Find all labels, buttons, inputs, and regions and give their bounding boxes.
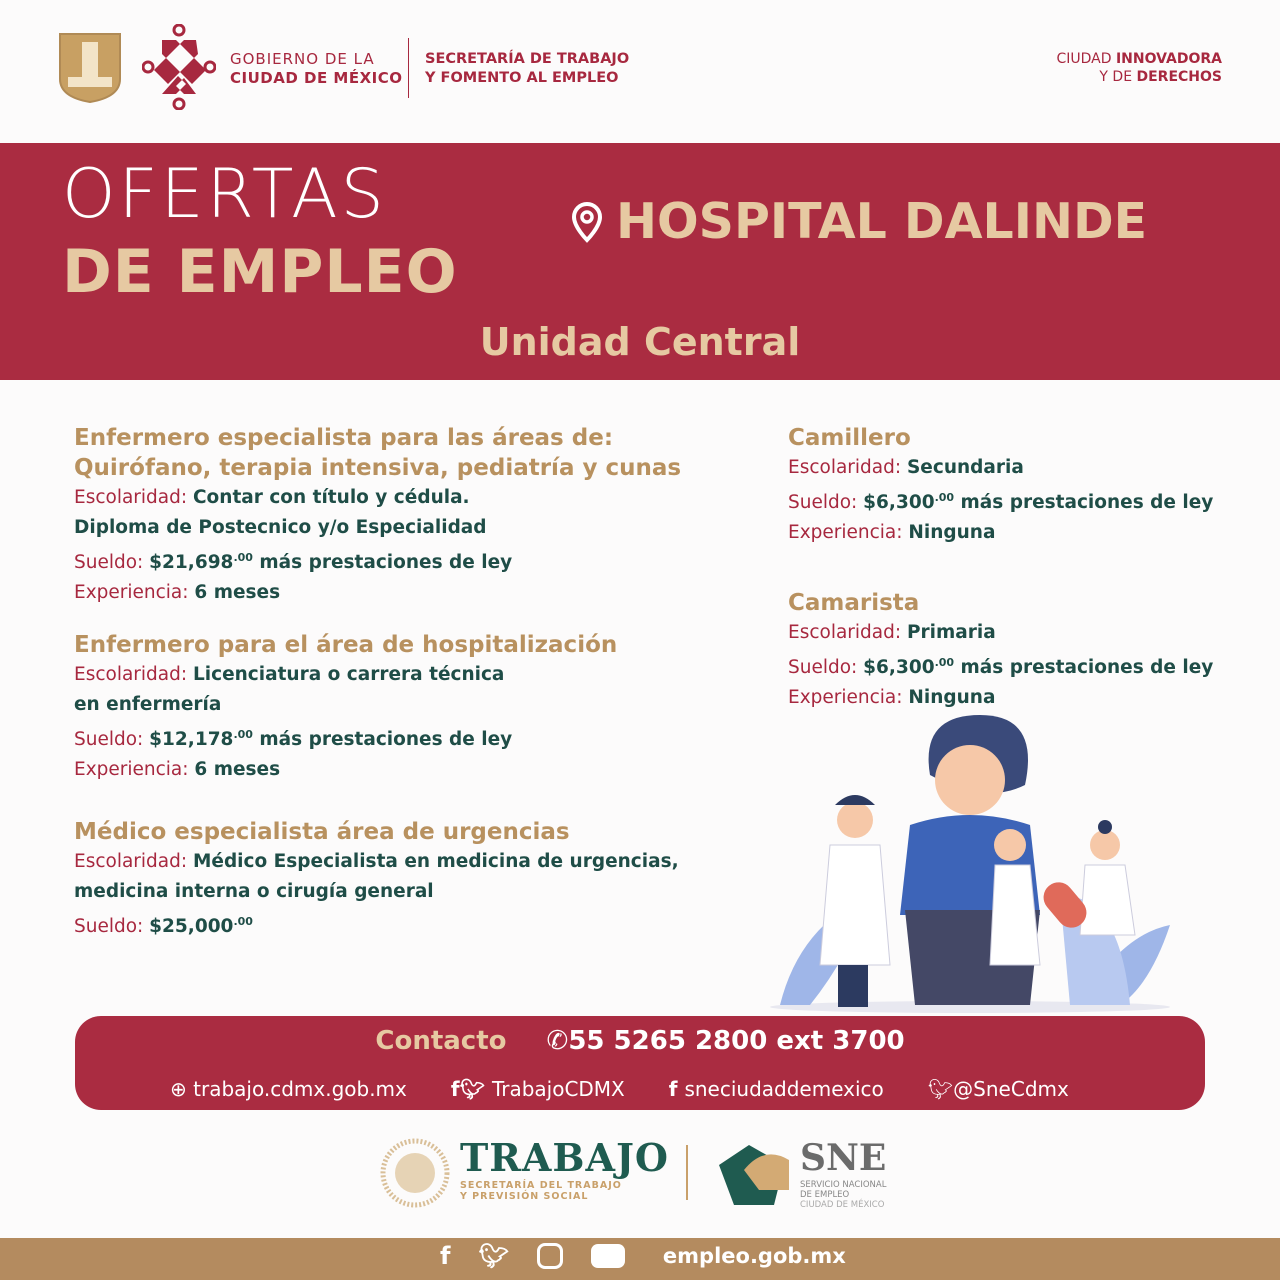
youtube-icon[interactable] <box>591 1244 625 1268</box>
gov-cdmx-text: GOBIERNO DE LA CIUDAD DE MÉXICO <box>230 50 403 87</box>
trabajo-logo: TRABAJO SECRETARÍA DEL TRABAJO Y PREVISIÓN SOCIAL <box>460 1135 670 1202</box>
phone-icon: ✆ <box>546 1026 569 1056</box>
sne-handshake-logo <box>714 1140 794 1210</box>
unit-name: Unidad Central <box>479 320 801 364</box>
facebook-twitter-icon: f🐦︎ <box>450 1077 492 1101</box>
sne-logo: SNE SERVICIO NACIONAL DE EMPLEO CIUDAD DE MÉXICO <box>800 1137 887 1210</box>
divider <box>408 38 409 98</box>
footer-url[interactable]: empleo.gob.mx <box>662 1244 846 1268</box>
cdmx-government-logo <box>142 24 216 110</box>
facebook-icon[interactable]: f <box>440 1242 451 1270</box>
job-enfermero-especialista: Enfermero especialista para las áreas de: Quirófano, terapia intensiva, pediatría y cunas Escolaridad: Contar con título y cédula. Diploma de Postecnico y/o Especialidad Sueldo: $\$21,698^{.00}$ más prestaciones de ley Experiencia: 6 meses <box>74 425 682 604</box>
phone-number[interactable]: 55 5265 2800 ext 3700 <box>568 1026 905 1056</box>
hospital-name: HOSPITAL DALINDE <box>570 193 1147 250</box>
contact-links <box>170 1077 1069 1101</box>
title-ofertas: OFERTAS <box>62 155 387 234</box>
social-link-trabajo[interactable]: f🐦︎ TrabajoCDMX <box>450 1077 625 1101</box>
job-camillero: Camillero Escolaridad: Secundaria Sueldo: $\$6,300^{.00}$ más prestaciones de ley Experiencia: Ninguna <box>788 425 1214 544</box>
facebook-icon: f <box>668 1077 685 1101</box>
globe-icon: ⊕ <box>170 1077 194 1101</box>
job-medico-especialista: Médico especialista área de urgencias Escolaridad: Médico Especialista en medicina de urgencias, medicina interna o cirugía general Sueldo: $\$25,000^{.00}$ <box>74 819 679 938</box>
footer-social <box>440 1242 846 1270</box>
title-de-empleo: DE EMPLEO <box>62 237 458 307</box>
logo-divider <box>686 1145 688 1200</box>
job-enfermero-hospitalizacion: Enfermero para el área de hospitalización Escolaridad: Licenciatura o carrera técnica en enfermería Sueldo: $\$12,178^{.00}$ más prestaciones de ley Experiencia: 6 meses <box>74 632 618 781</box>
secretaria-text: SECRETARÍA DE TRABAJO Y FOMENTO AL EMPLEO <box>425 51 630 86</box>
twitter-icon[interactable]: 🐦︎ <box>478 1242 509 1270</box>
twitter-link[interactable]: 🐦︎@SneCdmx <box>927 1077 1069 1101</box>
web-link[interactable]: ⊕ trabajo.cdmx.gob.mx <box>170 1077 407 1101</box>
twitter-icon: 🐦︎ <box>927 1077 954 1101</box>
contact-phone-line: Contacto ✆55 5265 2800 ext 3700 <box>375 1026 905 1056</box>
location-pin-icon <box>570 201 604 243</box>
ciudad-innovadora-text: CIUDAD INNOVADORA Y DE DERECHOS <box>1056 51 1222 85</box>
instagram-icon[interactable] <box>537 1243 563 1269</box>
mexico-seal-logo <box>380 1138 450 1208</box>
cdmx-shield-logo <box>58 32 122 104</box>
facebook-link[interactable]: f sneciudaddemexico <box>668 1077 884 1101</box>
job-camarista: Camarista Escolaridad: Primaria Sueldo: $\$6,300^{.00}$ más prestaciones de ley Experiencia: Ninguna <box>788 590 1214 709</box>
medical-staff-illustration <box>760 715 1180 1015</box>
